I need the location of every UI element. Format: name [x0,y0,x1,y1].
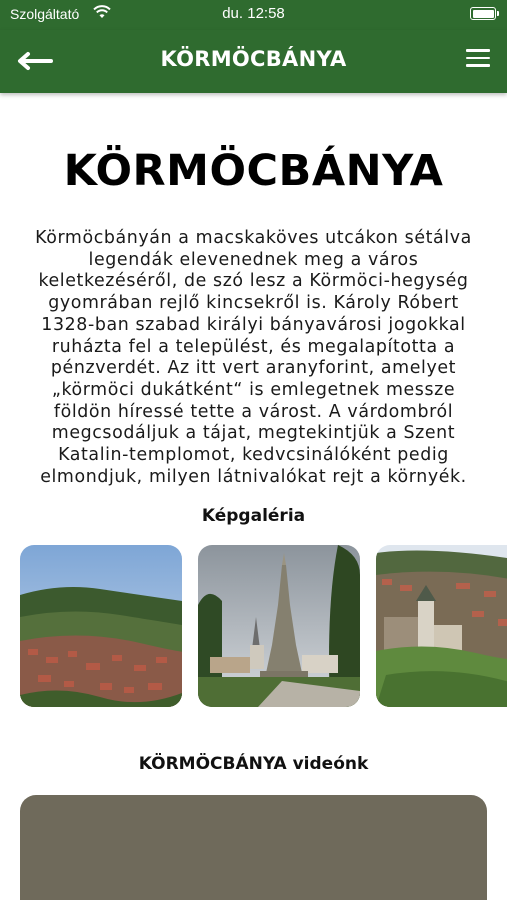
intro-line: elmondjuk, milyen látnivalókat rejt a környék. [40,466,467,487]
intro-line: 1328-ban szabad királyi bányavárosi jogokkal [41,314,466,335]
intro-line: megcsodáljuk a tájat, megtekintjük a Szent [51,423,456,444]
video-section-title: KÖRMÖCBÁNYA videónk [138,754,369,775]
header-title: KÖRMÖCBÁNYA [160,47,347,71]
video-player[interactable] [20,795,487,900]
intro-line: gyomrában rejlő kincsekről is. Károly Róbert [48,293,459,314]
intro-line: Körmöcbányán a macskaköves utcákon sétálva [35,228,472,248]
gallery-image-plague-column[interactable] [198,545,360,707]
gallery-image-castle-aerial[interactable] [376,545,507,707]
image-gallery[interactable] [0,545,507,707]
status-bar [0,0,507,30]
intro-line: legendák elevenednek meg a város [88,249,419,270]
intro-line: pénzverdét. Az itt vert aranyforint, amelyet [50,358,457,379]
clock: du. 12:58 [222,5,285,22]
hamburger-menu-icon[interactable] [466,49,490,71]
page-title: KÖRMÖCBÁNYA [63,146,444,196]
carrier-label: Szolgáltató [10,6,80,22]
intro-line: ruházta fel a települést, és megalapította a [51,336,456,357]
intro-line: földön híressé tette a várost. A várdombról [53,401,454,422]
app-header [0,30,507,93]
main-content [0,93,507,900]
intro-line: „körmöci dukátként“ is emlegetnek messze [51,379,456,400]
gallery-image-town-panorama[interactable] [20,545,182,707]
battery-icon [470,7,496,20]
intro-line: keletkezéséről, de szó lesz a Körmöci-hegység [38,271,469,292]
intro-text [24,228,484,488]
intro-line: Katalin-templomot, kedvcsinálóként pedig [58,445,449,466]
gallery-title: Képgaléria [201,506,306,527]
